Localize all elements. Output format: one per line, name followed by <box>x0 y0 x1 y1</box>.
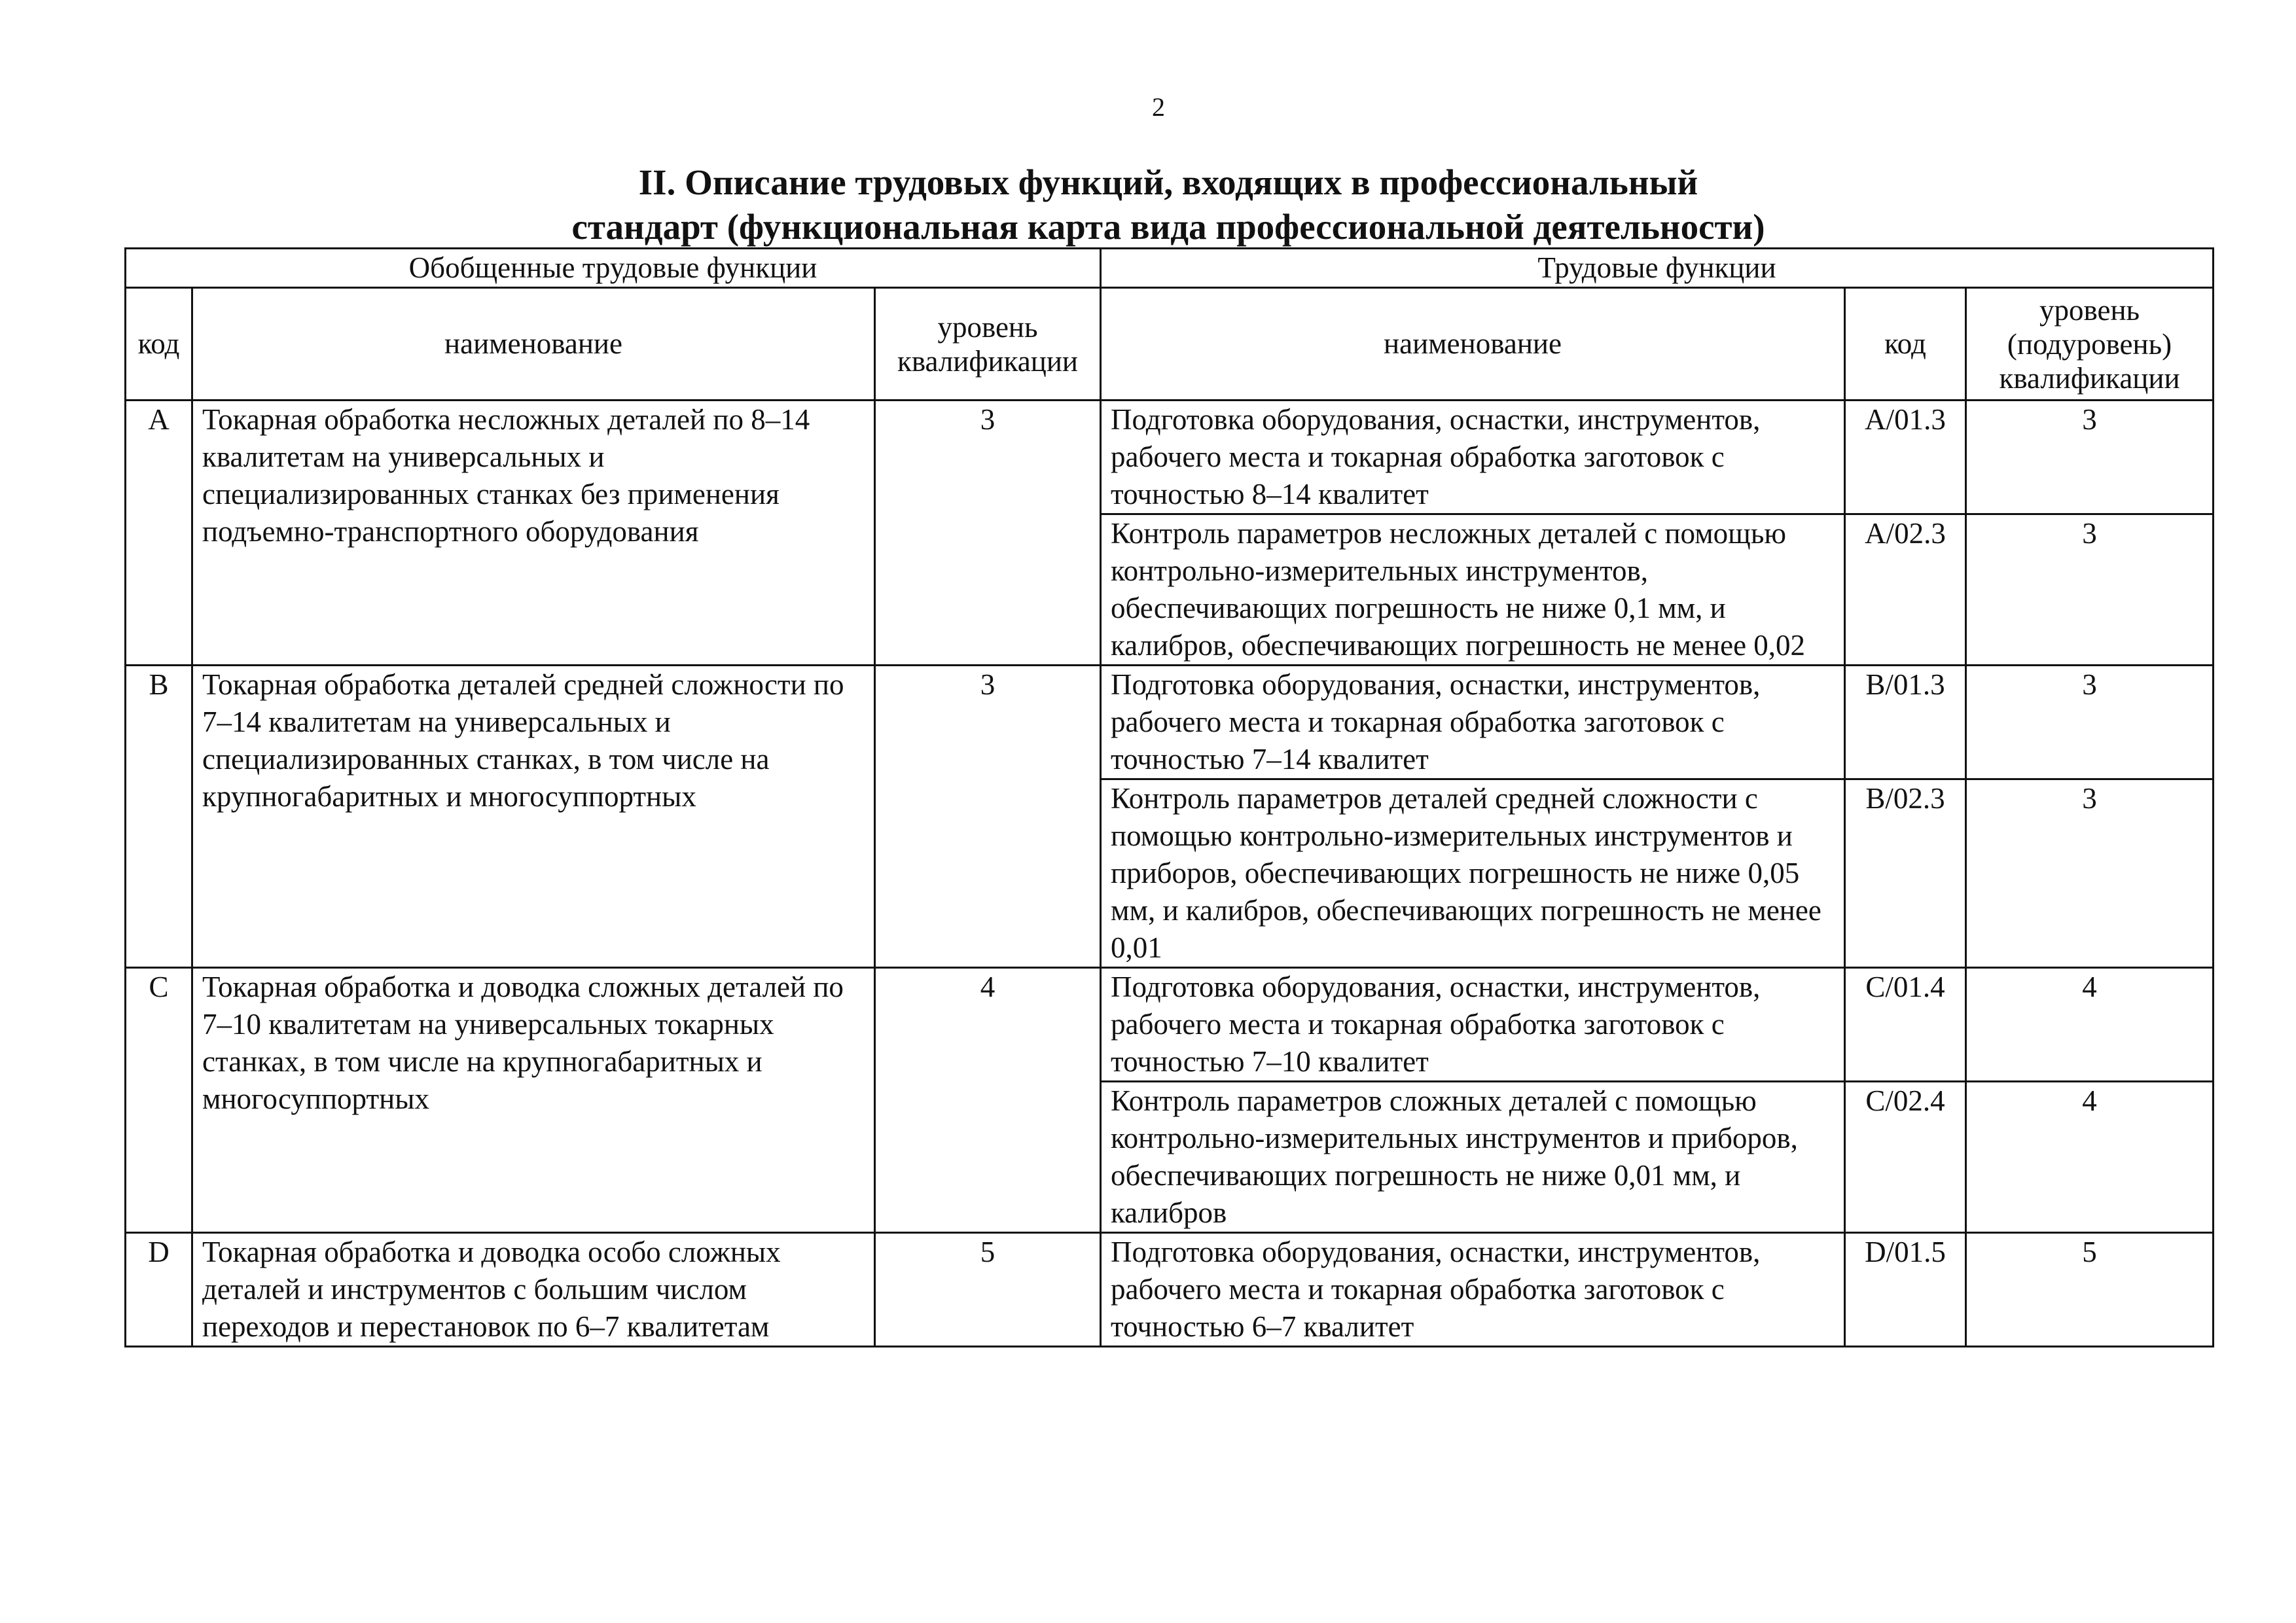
function-name: Подготовка оборудования, оснастки, инструментов, рабочего места и токарная обработка заготовок с точностью 8–14 квалитет <box>1101 401 1845 514</box>
function-name: Подготовка оборудования, оснастки, инструментов, рабочего места и токарная обработка заготовок с точностью 7–14 квалитет <box>1101 666 1845 779</box>
group-name: Токарная обработка и доводка сложных деталей по 7–10 квалитетам на универсальных токарных станках, в том числе на крупногабаритных и многосуппортных <box>192 968 875 1233</box>
gen-name-header: наименование <box>192 288 875 401</box>
func-level-header: уровень (подуровень) квалификации <box>1966 288 2214 401</box>
function-code: A/01.3 <box>1845 401 1966 514</box>
table-row <box>126 666 2214 779</box>
function-code: A/02.3 <box>1845 514 1966 666</box>
group-name: Токарная обработка и доводка особо сложных деталей и инструментов с большим числом переходов и перестановок по 6–7 квалитетам <box>192 1233 875 1347</box>
function-name: Подготовка оборудования, оснастки, инструментов, рабочего места и токарная обработка заготовок с точностью 7–10 квалитет <box>1101 968 1845 1082</box>
function-code: C/01.4 <box>1845 968 1966 1082</box>
function-level: 4 <box>1966 968 2214 1082</box>
function-level: 5 <box>1966 1233 2214 1347</box>
group-name: Токарная обработка несложных деталей по 8–14 квалитетам на универсальных и специализированных станках без применения подъемно-транспортного оборудования <box>192 401 875 666</box>
gen-code-header: код <box>126 288 192 401</box>
title-line-1: II. Описание трудовых функций, входящих в профессиональный <box>638 162 1698 202</box>
generalized-functions-header: Обобщенные трудовые функции <box>126 249 1101 288</box>
functional-map-table <box>124 247 2214 1347</box>
function-level: 3 <box>1966 779 2214 968</box>
func-name-header: наименование <box>1101 288 1845 401</box>
group-level: 5 <box>875 1233 1101 1347</box>
function-code: B/02.3 <box>1845 779 1966 968</box>
group-level: 4 <box>875 968 1101 1233</box>
group-code: C <box>126 968 192 1233</box>
group-code: B <box>126 666 192 968</box>
function-level: 4 <box>1966 1082 2214 1233</box>
title-line-2: стандарт (функциональная карта вида профессиональной деятельности) <box>571 207 1765 247</box>
page-title <box>367 160 1970 249</box>
function-code: C/02.4 <box>1845 1082 1966 1233</box>
labor-functions-header: Трудовые функции <box>1101 249 2214 288</box>
group-level: 3 <box>875 666 1101 968</box>
function-name: Контроль параметров деталей средней сложности с помощью контрольно-измерительных инструментов и приборов, обеспечивающих погрешность не ниже 0,05 мм, и калибров, обеспечивающих погрешность не менее 0,01 <box>1101 779 1845 968</box>
function-name: Подготовка оборудования, оснастки, инструментов, рабочего места и токарная обработка заготовок с точностью 6–7 квалитет <box>1101 1233 1845 1347</box>
function-level: 3 <box>1966 666 2214 779</box>
group-name: Токарная обработка деталей средней сложности по 7–14 квалитетам на универсальных и специализированных станках, в том числе на крупногабаритных и многосуппортных <box>192 666 875 968</box>
group-header-row <box>126 249 2214 288</box>
function-code: B/01.3 <box>1845 666 1966 779</box>
gen-level-header: уровень квалификации <box>875 288 1101 401</box>
page-number: 2 <box>1152 92 1165 122</box>
group-level: 3 <box>875 401 1101 666</box>
group-code: D <box>126 1233 192 1347</box>
function-code: D/01.5 <box>1845 1233 1966 1347</box>
table-row <box>126 401 2214 514</box>
table-row <box>126 1233 2214 1347</box>
function-name: Контроль параметров несложных деталей с помощью контрольно-измерительных инструментов, обеспечивающих погрешность не ниже 0,1 мм, и калибров, обеспечивающих погрешность не менее 0,02 <box>1101 514 1845 666</box>
column-header-row <box>126 288 2214 401</box>
group-code: A <box>126 401 192 666</box>
function-level: 3 <box>1966 401 2214 514</box>
func-code-header: код <box>1845 288 1966 401</box>
function-name: Контроль параметров сложных деталей с помощью контрольно-измерительных инструментов и приборов, обеспечивающих погрешность не ниже 0,01 мм, и калибров <box>1101 1082 1845 1233</box>
function-level: 3 <box>1966 514 2214 666</box>
table-row <box>126 968 2214 1082</box>
